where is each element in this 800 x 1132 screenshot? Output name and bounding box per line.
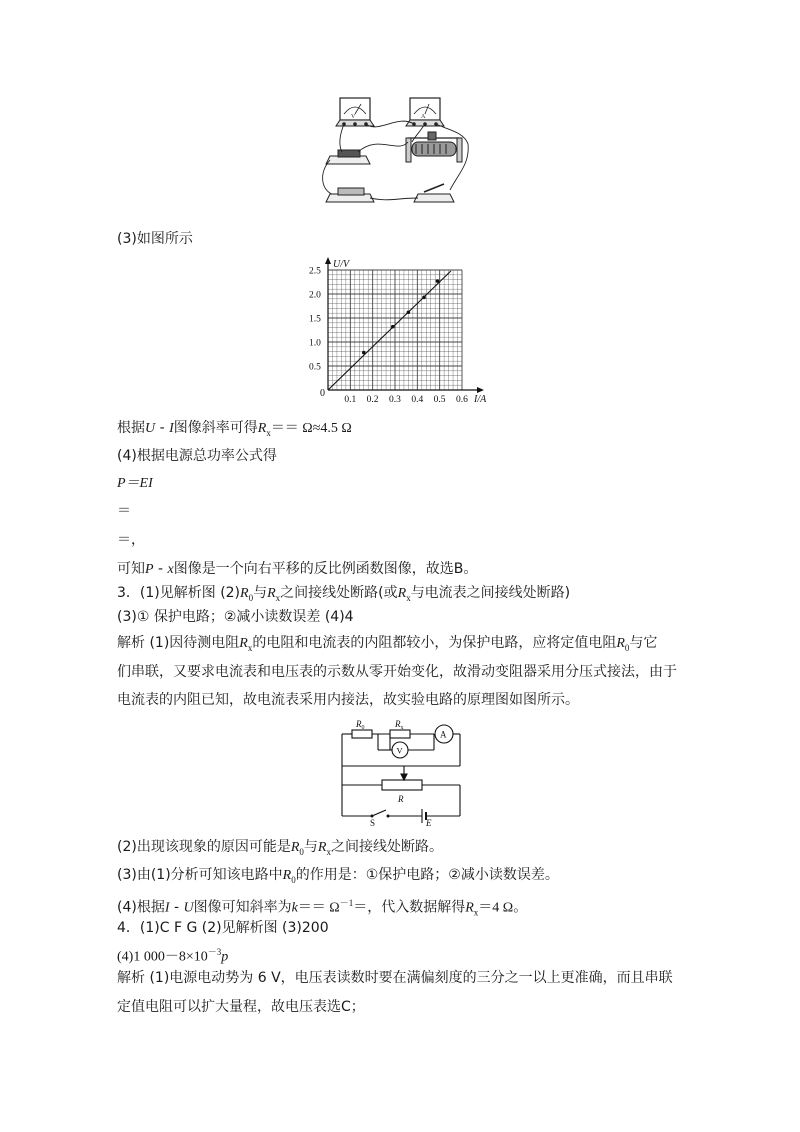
analysis-3-line <box>117 865 559 890</box>
analysis-q4-line-1: 解析 (1)电源电动势为 6 V，电压表读数时要在满偏刻度的三分之一以上更准确，而且串联 <box>117 970 673 986</box>
x-tick-label: 0.4 <box>411 395 424 405</box>
var-r: R <box>397 586 407 601</box>
x-tick-label: 0.5 <box>433 395 446 405</box>
y-tick-label: 1.5 <box>309 314 321 325</box>
formula-eq-2: ＝， <box>117 533 145 548</box>
text: (4)1 000－8×10 <box>117 949 208 965</box>
text: 与它 <box>629 635 658 651</box>
answer-3-line-2: (3)① 保护电路；②减小读数误差 (4)4 <box>117 609 354 625</box>
var-r: R <box>465 900 474 916</box>
text: 与电流表之间接线处断路) <box>410 585 571 601</box>
text: 与 <box>253 585 268 601</box>
var-u: U <box>183 900 194 916</box>
y-tick-label: 2.0 <box>309 290 321 301</box>
text: ＝＝ Ω≈4.5 Ω <box>270 421 352 436</box>
x-axis-label: I/A <box>474 394 487 405</box>
var-r: R <box>257 421 267 436</box>
superscript: －3 <box>207 947 222 957</box>
y-axis-label: U/V <box>333 259 350 270</box>
answer-4-line-2 <box>117 942 228 968</box>
superscript: －1 <box>339 898 354 908</box>
data-point <box>362 351 366 355</box>
slope-line <box>117 418 352 443</box>
origin-label: 0 <box>320 388 325 399</box>
subscript: 0 <box>291 874 296 885</box>
x-tick-label: 0.3 <box>389 395 401 405</box>
subscript: x <box>266 427 271 438</box>
analysis-line-1 <box>117 633 657 658</box>
text: ＝＝ Ω <box>297 900 340 916</box>
text: - <box>153 561 168 577</box>
text: 根据 <box>117 420 145 436</box>
var-r: R <box>616 636 625 651</box>
var-r: R <box>239 636 248 651</box>
text: 可知 <box>117 561 145 577</box>
formula-p-ei: P＝EI <box>117 476 153 491</box>
voltmeter-label: V <box>351 114 356 120</box>
switch <box>372 810 386 816</box>
formula-eq-1: ＝ <box>117 504 131 519</box>
text: 3．(1)见解析图 (2) <box>117 585 241 601</box>
voltmeter-symbol: V <box>396 745 403 756</box>
text: ＝，代入数据解得 <box>353 899 466 916</box>
subscript: x <box>247 642 253 653</box>
x-tick-label: 0.6 <box>456 395 468 405</box>
svg-text:R0 <box>355 719 365 731</box>
analysis-line-2: 们串联，又要求电流表和电压表的示数从零开始变化，故滑动变阻器采用分压式接法，由于 <box>117 664 677 680</box>
data-point <box>407 310 411 314</box>
y-axis-arrow <box>325 257 331 264</box>
rheostat <box>382 780 422 790</box>
u-i-graph <box>300 255 500 405</box>
ammeter-symbol: A <box>440 729 447 740</box>
var-r: R <box>317 840 327 855</box>
text: 之间接线处断路。 <box>330 839 443 855</box>
rx-label: R <box>395 719 401 729</box>
resistor-r0 <box>352 730 372 738</box>
data-point <box>391 325 395 329</box>
x-tick-label: 0.2 <box>366 395 379 405</box>
subscript: x <box>326 846 331 857</box>
text: ＝4 Ω。 <box>478 900 528 916</box>
subscript: 0 <box>299 846 304 857</box>
conclusion-line <box>117 559 477 580</box>
text: 的电阻和电流表的内阻都较小，为保护电路，应将定值电阻 <box>252 635 617 651</box>
text: - <box>155 420 170 436</box>
subscript: 0 <box>624 642 630 653</box>
var-i: I <box>169 421 174 436</box>
power-formula-heading: (4)根据电源总功率公式得 <box>117 448 277 464</box>
text: (3)由(1)分析可知该电路中 <box>117 867 283 883</box>
answer-3-line <box>117 583 570 608</box>
fit-line <box>328 271 451 390</box>
text: 图像斜率可得 <box>173 420 258 436</box>
x-axis-arrow <box>477 387 484 393</box>
var-p: P <box>145 562 154 577</box>
var-r: R <box>290 840 300 855</box>
y-tick-label: 1.0 <box>309 338 321 349</box>
resistor-rx <box>390 730 410 738</box>
text: 之间接线处断路(或 <box>280 585 398 601</box>
rheostat-label: R <box>398 794 404 804</box>
switch-label: S <box>370 818 376 826</box>
ammeter-label: A <box>421 114 426 120</box>
text: 图像是一个向右平移的反比例函数图像，故选B。 <box>173 561 478 577</box>
var-u: U <box>145 421 156 436</box>
analysis-2-line <box>117 837 443 862</box>
subscript: x <box>406 592 411 603</box>
text: 图像可知斜率为 <box>193 899 292 916</box>
var-r: R <box>240 586 249 601</box>
rx-sub: x <box>400 725 404 731</box>
subscript: x <box>473 907 479 918</box>
data-point <box>436 279 440 283</box>
var-p: p <box>221 949 229 965</box>
var-i: I <box>164 900 170 916</box>
part3-heading: (3)如图所示 <box>117 231 193 247</box>
data-point <box>422 296 426 300</box>
text: 与 <box>303 839 318 855</box>
emf-label: E <box>426 818 432 826</box>
analysis-line-3: 电流表的内阻已知，故电流表采用内接法，故实验电路的原理图如图所示。 <box>117 692 579 708</box>
x-tick-label: 0.1 <box>344 395 357 405</box>
var-x: x <box>167 562 174 577</box>
text: 解析 (1)因待测电阻 <box>117 635 240 651</box>
y-tick-label: 0.5 <box>309 362 321 373</box>
text: - <box>169 899 184 916</box>
y-tick-label: 2.5 <box>309 266 321 277</box>
text: (2)出现该现象的原因可能是 <box>117 839 291 855</box>
text: (4)根据 <box>117 899 165 916</box>
r0-sub: 0 <box>361 725 365 731</box>
svg-text:Rx <box>394 719 404 731</box>
text: 的作用是：①保护电路；②减小读数误差。 <box>295 867 559 883</box>
var-r: R <box>267 586 276 601</box>
var-k: k <box>291 900 298 916</box>
apparatus-figure <box>318 94 478 210</box>
circuit-diagram <box>334 716 470 826</box>
subscript: 0 <box>248 592 254 603</box>
r0-label: R <box>356 719 362 729</box>
subscript: x <box>275 592 281 603</box>
analysis-q4-line-2: 定值电阻可以扩大量程，故电压表选C； <box>117 999 365 1015</box>
answer-4-line: 4．(1)C F G (2)见解析图 (3)200 <box>117 920 329 936</box>
var-r: R <box>282 868 292 883</box>
